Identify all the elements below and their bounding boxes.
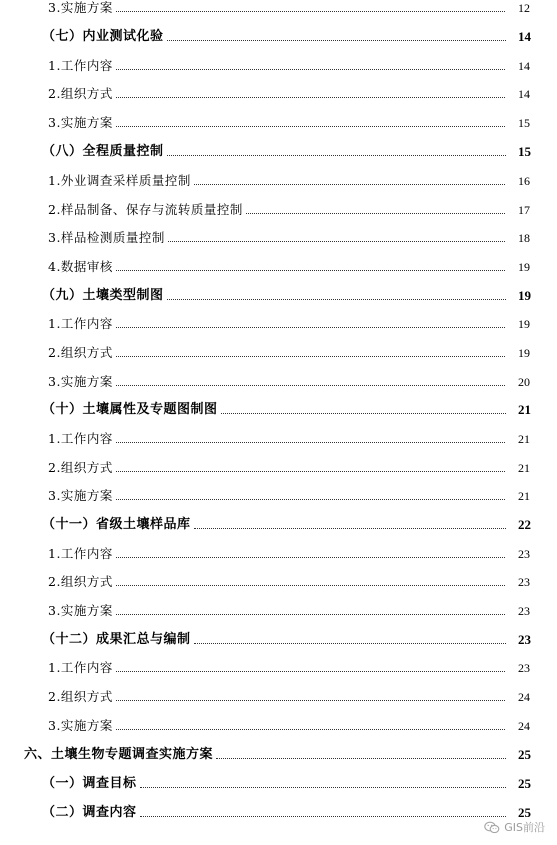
toc-dot-leader [116, 96, 505, 98]
toc-entry[interactable] [0, 568, 557, 590]
toc-entry-page-number: 21 [518, 432, 530, 446]
toc-dot-leader [168, 240, 505, 242]
toc-entry-title: 1.工作内容 [48, 58, 113, 73]
toc-entry[interactable] [0, 80, 557, 102]
toc-entry-title: （十二）成果汇总与编制 [42, 632, 191, 647]
toc-entry[interactable] [0, 482, 557, 504]
toc-dot-leader [116, 384, 505, 386]
toc-entry-page-number: 21 [518, 489, 530, 503]
toc-entry-title: （八）全程质量控制 [42, 144, 164, 159]
toc-entry-page-number: 12 [518, 1, 530, 15]
toc-dot-leader [116, 125, 505, 127]
toc-entry-page-number: 15 [518, 116, 530, 130]
toc-dot-leader [221, 412, 506, 414]
toc-entry[interactable] [0, 339, 557, 361]
toc-dot-leader [116, 269, 505, 271]
toc-dot-leader [194, 183, 505, 185]
toc-entry-page-number: 23 [518, 547, 530, 561]
toc-entry[interactable] [0, 654, 557, 676]
toc-dot-leader [116, 470, 505, 472]
toc-dot-leader [140, 815, 506, 817]
toc-entry-page-number: 25 [518, 747, 531, 762]
toc-entry-page-number: 19 [518, 288, 531, 303]
toc-entry-title: 2.组织方式 [48, 574, 113, 589]
toc-entry[interactable] [0, 52, 557, 74]
toc-entry[interactable] [0, 511, 557, 533]
toc-entry-title: 1.外业调查采样质量控制 [48, 173, 191, 188]
toc-entry-page-number: 14 [518, 59, 530, 73]
toc-entry[interactable] [0, 799, 557, 821]
wechat-icon [484, 821, 500, 834]
toc-entry-title: （九）土壤类型制图 [42, 288, 164, 303]
toc-entry[interactable] [0, 23, 557, 45]
toc-dot-leader [116, 355, 505, 357]
toc-entry-page-number: 19 [518, 260, 530, 274]
toc-entry[interactable] [0, 196, 557, 218]
toc-entry[interactable] [0, 0, 557, 16]
toc-entry-page-number: 24 [518, 719, 530, 733]
toc-entry[interactable] [0, 454, 557, 476]
toc-entry-page-number: 16 [518, 174, 530, 188]
toc-dot-leader [140, 786, 506, 788]
toc-entry[interactable] [0, 770, 557, 792]
toc-entry-title: （一）调查目标 [42, 776, 137, 791]
toc-entry[interactable] [0, 597, 557, 619]
toc-entry-title: （二）调查内容 [42, 805, 137, 820]
toc-entry[interactable] [0, 109, 557, 131]
toc-dot-leader [116, 68, 505, 70]
toc-entry-title: 1.工作内容 [48, 546, 113, 561]
toc-entry-title: 2.组织方式 [48, 689, 113, 704]
toc-dot-leader [116, 584, 505, 586]
toc-dot-leader [167, 154, 506, 156]
toc-entry-page-number: 25 [518, 805, 531, 820]
toc-entry-page-number: 19 [518, 346, 530, 360]
toc-entry-title: 4.数据审核 [48, 259, 113, 274]
toc-entry[interactable] [0, 626, 557, 648]
toc-dot-leader [116, 556, 505, 558]
toc-entry-title: 3.实施方案 [48, 0, 113, 15]
toc-entry[interactable] [0, 138, 557, 160]
toc-entry[interactable] [0, 396, 557, 418]
toc-entry-page-number: 14 [518, 87, 530, 101]
toc-entry[interactable] [0, 167, 557, 189]
toc-entry[interactable] [0, 425, 557, 447]
toc-entry[interactable] [0, 224, 557, 246]
toc-entry[interactable] [0, 712, 557, 734]
toc-dot-leader [194, 642, 506, 644]
toc-entry-page-number: 15 [518, 144, 531, 159]
toc-entry-page-number: 23 [518, 604, 530, 618]
toc-entry-title: 3.样品检测质量控制 [48, 230, 165, 245]
toc-entry-page-number: 21 [518, 402, 531, 417]
toc-entry-page-number: 21 [518, 461, 530, 475]
toc-dot-leader [194, 527, 506, 529]
toc-entry-title: 1.工作内容 [48, 660, 113, 675]
toc-entry-page-number: 19 [518, 317, 530, 331]
toc-entry-page-number: 25 [518, 776, 531, 791]
toc-entry[interactable] [0, 540, 557, 562]
toc-entry-title: 3.实施方案 [48, 718, 113, 733]
toc-dot-leader [246, 212, 505, 214]
toc-dot-leader [116, 699, 505, 701]
toc-entry-title: 3.实施方案 [48, 488, 113, 503]
toc-dot-leader [116, 441, 505, 443]
toc-entry-page-number: 23 [518, 575, 530, 589]
toc-entry[interactable] [0, 368, 557, 390]
toc-dot-leader [116, 728, 505, 730]
toc-dot-leader [116, 10, 505, 12]
watermark [484, 819, 545, 835]
toc-entry-page-number: 22 [518, 517, 531, 532]
toc-dot-leader [216, 757, 506, 759]
toc-entry-page-number: 23 [518, 661, 530, 675]
toc-entry[interactable] [0, 282, 557, 304]
toc-entry-title: 3.实施方案 [48, 374, 113, 389]
toc-entry-title: 2.组织方式 [48, 460, 113, 475]
toc-entry-page-number: 14 [518, 29, 531, 44]
toc-entry[interactable] [0, 253, 557, 275]
toc-entry-title: 1.工作内容 [48, 316, 113, 331]
toc-dot-leader [167, 39, 506, 41]
toc-entry-title: （十）土壤属性及专题图制图 [42, 402, 218, 417]
toc-entry-title: 3.实施方案 [48, 115, 113, 130]
toc-dot-leader [167, 298, 506, 300]
watermark-text: GIS前沿 [504, 821, 545, 834]
toc-entry[interactable] [0, 683, 557, 705]
toc-entry-title: 2.组织方式 [48, 345, 113, 360]
toc-entry-page-number: 24 [518, 690, 530, 704]
toc-entry-title: 2.样品制备、保存与流转质量控制 [48, 202, 243, 217]
toc-entry-title: （十一）省级土壤样品库 [42, 517, 191, 532]
toc-entry-title: 3.实施方案 [48, 603, 113, 618]
toc-entry-page-number: 20 [518, 375, 530, 389]
toc-entry[interactable] [0, 741, 557, 763]
toc-dot-leader [116, 613, 505, 615]
toc-entry-page-number: 23 [518, 632, 531, 647]
toc-entry-page-number: 18 [518, 231, 530, 245]
toc-entry-page-number: 17 [518, 203, 530, 217]
toc-entry-title: 1.工作内容 [48, 431, 113, 446]
toc-dot-leader [116, 670, 505, 672]
toc-entry-title: （七）内业测试化验 [42, 29, 164, 44]
toc-entry[interactable] [0, 310, 557, 332]
toc-entry-title: 六、土壤生物专题调查实施方案 [24, 747, 214, 762]
toc-dot-leader [116, 498, 505, 500]
toc-entry-title: 2.组织方式 [48, 86, 113, 101]
toc-dot-leader [116, 326, 505, 328]
